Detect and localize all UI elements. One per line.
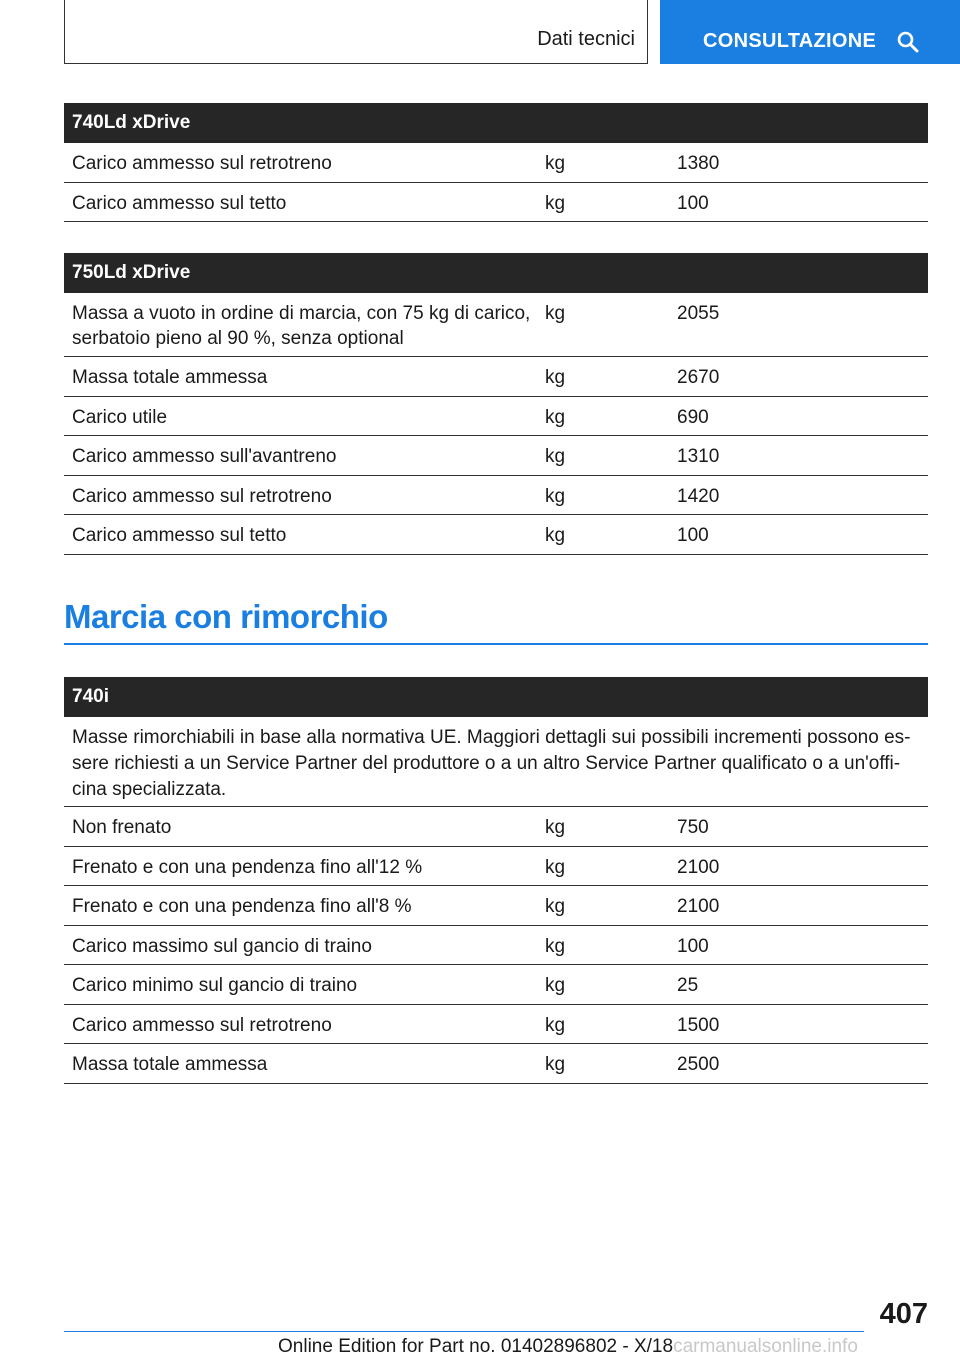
header-section-title: Dati tecnici	[537, 28, 635, 50]
row-unit: kg	[545, 896, 566, 917]
table-row	[64, 965, 928, 1005]
row-value: 1380	[677, 153, 720, 174]
row-label: Massa totale ammessa	[72, 1054, 268, 1075]
row-unit: kg	[545, 975, 566, 996]
table-row	[64, 476, 928, 515]
row-label: Frenato e con una pendenza fino all'12 %	[72, 857, 423, 878]
row-label: Non frenato	[72, 817, 172, 838]
row-unit: kg	[545, 407, 566, 428]
row-value: 2055	[677, 303, 720, 324]
table-row	[64, 926, 928, 965]
row-value: 100	[677, 936, 709, 957]
consultazione-tab-label: CONSULTAZIONE	[703, 30, 877, 52]
row-value: 2670	[677, 367, 720, 388]
table-note: Masse rimorchiabili in base alla normativa UE. Maggiori dettagli sui possibili incrementi possono es-sere richiesti a un Service Partner del produttore o a un altro Service Partner qualificato o a un'offi-cina specializzata.	[64, 717, 928, 807]
table-row	[64, 436, 928, 476]
row-value: 1310	[677, 446, 720, 467]
table-row	[64, 357, 928, 397]
row-label: Carico ammesso sul retrotreno	[72, 153, 332, 174]
row-label: Carico ammesso sul retrotreno	[72, 486, 332, 507]
row-unit: kg	[545, 1054, 566, 1075]
row-value: 2100	[677, 857, 720, 878]
row-label: Frenato e con una pendenza fino all'8 %	[72, 896, 412, 917]
table-row	[64, 1044, 928, 1084]
row-value: 100	[677, 193, 709, 214]
row-unit: kg	[545, 817, 566, 838]
table-row	[64, 397, 928, 436]
row-label: Carico minimo sul gancio di traino	[72, 975, 358, 996]
table-row	[64, 515, 928, 555]
table-row	[64, 183, 928, 222]
row-unit: kg	[545, 857, 566, 878]
row-label: Carico utile	[72, 407, 168, 428]
row-value: 750	[677, 817, 709, 838]
table-row	[64, 1005, 928, 1044]
row-label: Carico ammesso sul tetto	[72, 525, 287, 546]
row-unit: kg	[545, 486, 566, 507]
table-row	[64, 807, 928, 847]
row-unit: kg	[545, 367, 566, 388]
search-icon[interactable]	[896, 30, 920, 54]
row-unit: kg	[545, 1015, 566, 1036]
footer-watermark: carmanualsonline.info	[673, 1336, 858, 1357]
table-row	[64, 293, 928, 357]
footer-edition	[278, 1336, 858, 1358]
table-750ld-xdrive	[64, 253, 928, 555]
row-unit: kg	[545, 936, 566, 957]
row-unit: kg	[545, 303, 566, 324]
page-number: 407	[879, 1298, 928, 1330]
row-label: Carico ammesso sull'avantreno	[72, 446, 337, 467]
row-value: 25	[677, 975, 699, 996]
consultazione-tab[interactable]	[660, 0, 960, 64]
table-heading: 740i	[64, 677, 928, 717]
table-row	[64, 847, 928, 886]
table-row	[64, 886, 928, 926]
row-value: 690	[677, 407, 709, 428]
table-heading: 740Ld xDrive	[64, 103, 928, 143]
row-label: Carico massimo sul gancio di traino	[72, 936, 372, 957]
row-unit: kg	[545, 193, 566, 214]
section-heading: Marcia con rimorchio	[64, 598, 388, 635]
footer-edition-text: Online Edition for Part no. 01402896802 - X/18	[278, 1336, 674, 1357]
table-row	[64, 143, 928, 183]
row-value: 1420	[677, 486, 720, 507]
table-heading: 750Ld xDrive	[64, 253, 928, 293]
table-740i	[64, 677, 928, 1084]
row-label: Carico ammesso sul tetto	[72, 193, 287, 214]
table-740ld-xdrive	[64, 103, 928, 222]
row-unit: kg	[545, 525, 566, 546]
row-label: Carico ammesso sul retrotreno	[72, 1015, 332, 1036]
row-value: 2100	[677, 896, 720, 917]
footer-divider	[64, 1331, 864, 1332]
section-divider	[64, 643, 928, 645]
row-unit: kg	[545, 153, 566, 174]
row-label: Massa a vuoto in ordine di marcia, con 75 kg di carico, serbatoio pieno al 90 %, senza optional	[72, 303, 531, 349]
row-label: Massa totale ammessa	[72, 367, 268, 388]
row-value: 2500	[677, 1054, 720, 1075]
row-value: 1500	[677, 1015, 720, 1036]
header-section-box	[64, 0, 648, 64]
row-unit: kg	[545, 446, 566, 467]
row-value: 100	[677, 525, 709, 546]
